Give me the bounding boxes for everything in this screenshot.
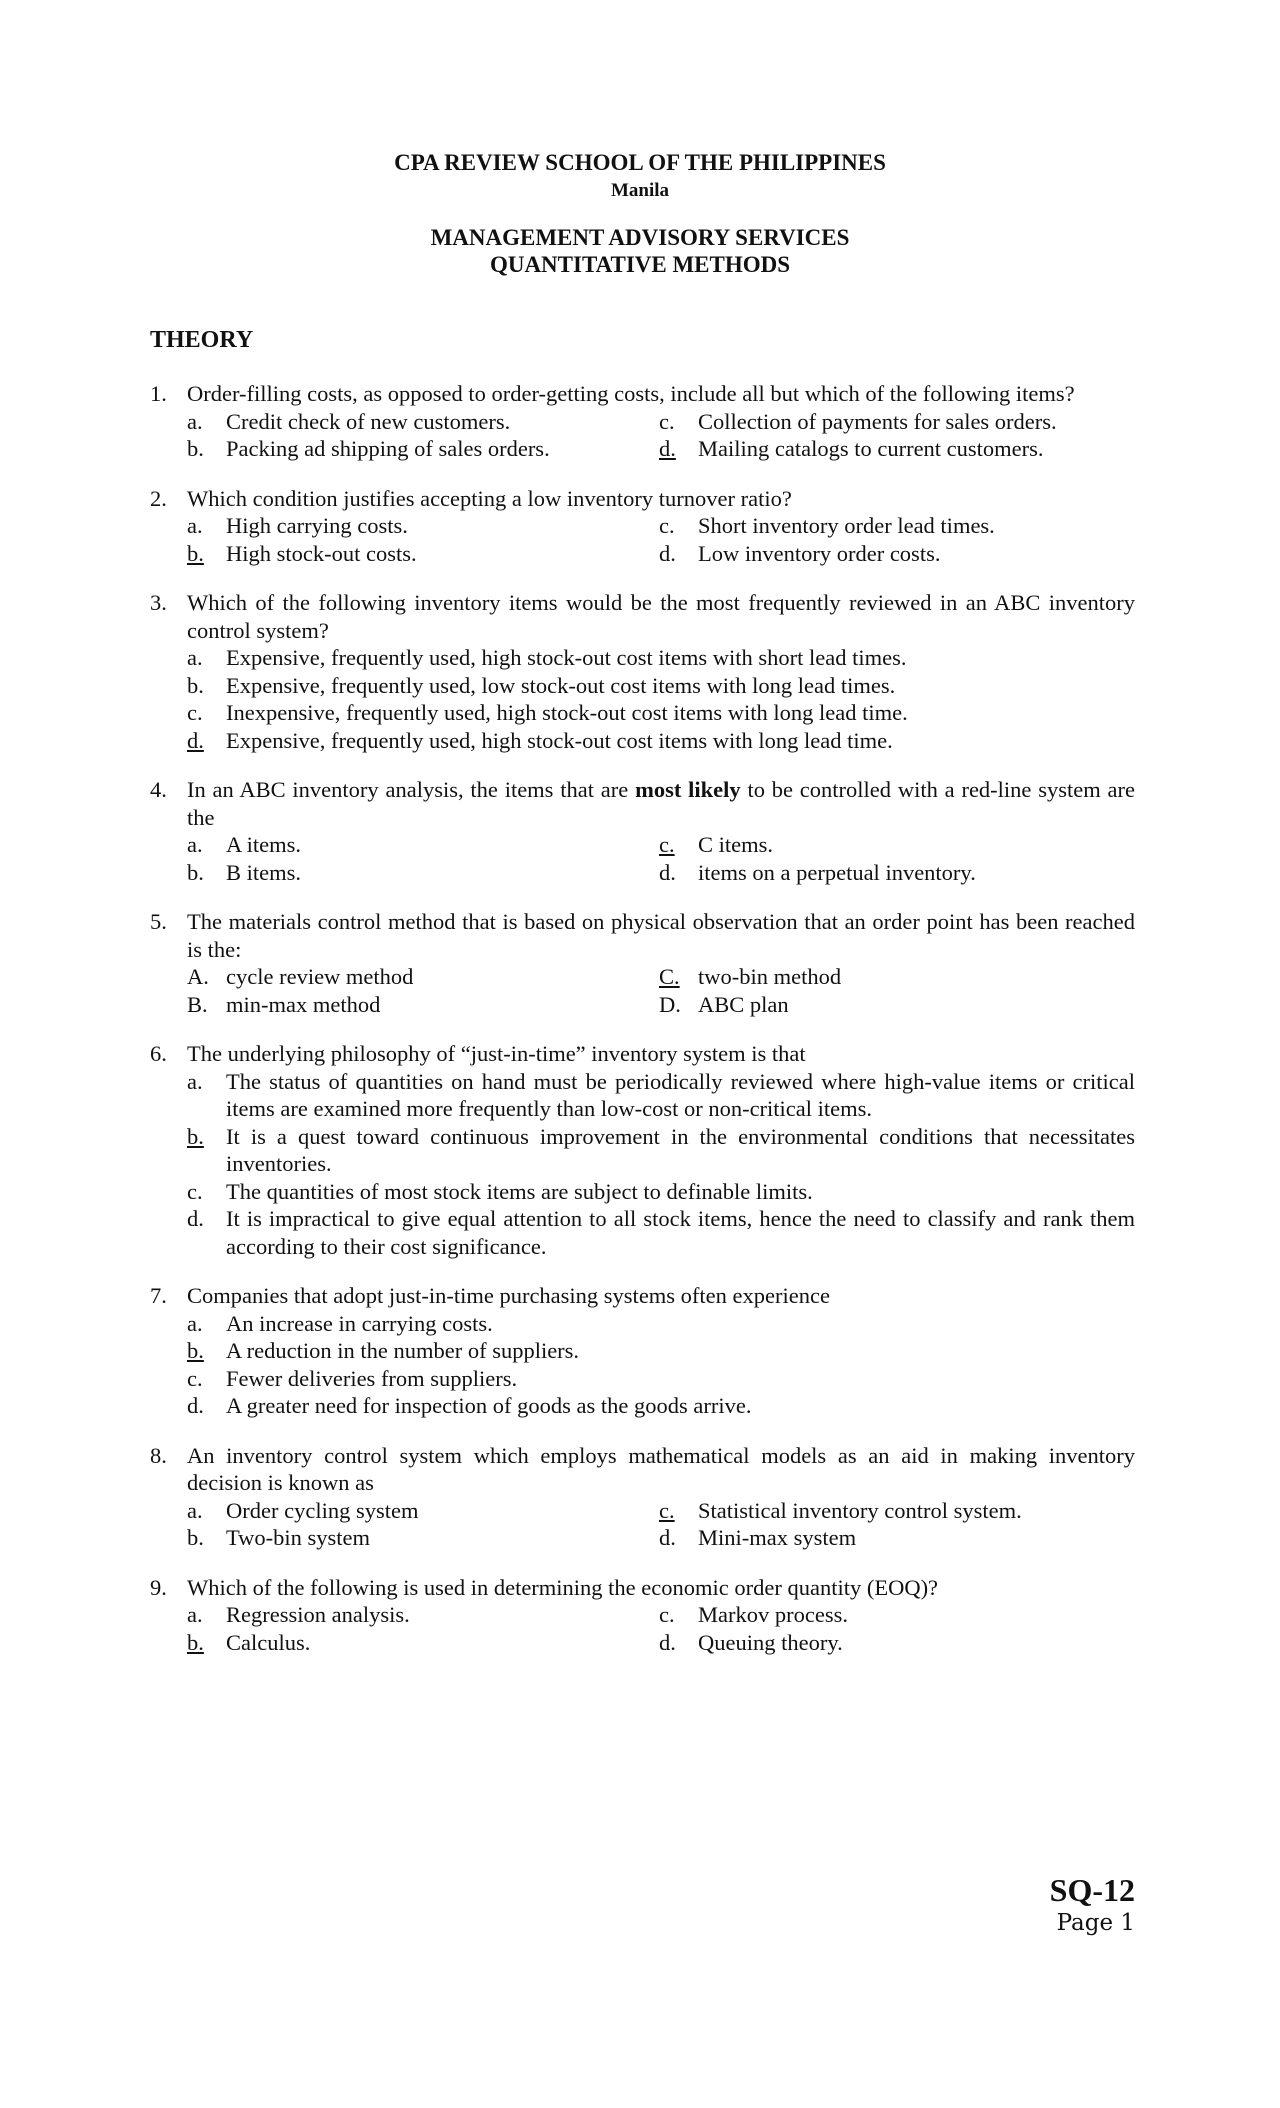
question-number: 9. xyxy=(150,1574,167,1600)
question-text xyxy=(187,776,1135,831)
question-text: Order-filling costs, as opposed to order-getting costs, include all but which of the following items? xyxy=(187,381,1075,406)
option-label: d. xyxy=(659,859,676,885)
answer-option xyxy=(187,1524,659,1552)
option-label: b. xyxy=(187,672,204,698)
answer-option xyxy=(187,859,659,887)
option-label: d. xyxy=(659,540,676,566)
question-stem xyxy=(150,589,1135,644)
option-text: Regression analysis. xyxy=(226,1602,410,1627)
option-text: C items. xyxy=(698,832,774,857)
option-label-correct: C. xyxy=(659,964,680,989)
question-text: Which condition justifies accepting a low inventory turnover ratio? xyxy=(187,485,792,511)
option-text: cycle review method xyxy=(226,964,414,989)
question-text-part: In an ABC inventory analysis, the items that are xyxy=(187,777,636,802)
option-text: The status of quantities on hand must be periodically reviewed where high-value items or critical items are examined more frequently than low-cost or non-critical items. xyxy=(226,1068,1135,1121)
option-label: c. xyxy=(187,1178,203,1204)
option-text: two-bin method xyxy=(698,964,842,989)
option-text: Expensive, frequently used, high stock-out cost items with long lead time. xyxy=(226,727,893,753)
question-stem xyxy=(150,1282,1135,1310)
answer-option xyxy=(187,435,659,463)
answer-option xyxy=(659,859,1135,887)
question-text: Which of the following is used in determining the economic order quantity (EOQ)? xyxy=(187,1574,939,1600)
option-label-correct: d. xyxy=(659,436,676,461)
option-label: b. xyxy=(187,859,204,885)
document-code: SQ-12 xyxy=(1049,1872,1135,1908)
answer-option xyxy=(187,963,659,991)
answer-option xyxy=(187,727,1135,755)
answer-option xyxy=(659,991,1135,1019)
option-label-correct: b. xyxy=(187,1338,204,1363)
answer-option xyxy=(659,435,1135,463)
answer-option xyxy=(659,831,1135,859)
answer-option xyxy=(187,672,1135,700)
answer-option xyxy=(659,408,1135,436)
option-text: A greater need for inspection of goods as the goods arrive. xyxy=(226,1393,752,1418)
option-text: Fewer deliveries from suppliers. xyxy=(226,1365,518,1391)
option-text: A items. xyxy=(226,832,302,857)
option-label-correct: c. xyxy=(659,1497,675,1523)
option-text: Mini-max system xyxy=(698,1525,857,1550)
answer-option xyxy=(187,1629,659,1657)
option-text: Calculus. xyxy=(226,1629,311,1655)
option-list xyxy=(187,512,1135,567)
option-text: It is a quest toward continuous improvement in the environmental conditions that necessitates inventories. xyxy=(226,1123,1135,1176)
question-item xyxy=(150,1282,1135,1420)
answer-option xyxy=(187,1392,1135,1420)
answer-option xyxy=(187,1068,1135,1123)
answer-option xyxy=(187,1205,1135,1260)
question-stem xyxy=(150,485,1135,513)
option-label: b. xyxy=(187,436,204,461)
option-label: d. xyxy=(659,1629,676,1655)
question-text: An inventory control system which employs mathematical models as an aid in making inventory decision is known as xyxy=(187,1442,1135,1495)
option-list xyxy=(187,1601,1135,1656)
option-label: a. xyxy=(187,645,203,670)
option-label: c. xyxy=(187,1365,203,1391)
question-item xyxy=(150,776,1135,886)
option-label: a. xyxy=(187,1068,203,1094)
answer-option xyxy=(659,963,1135,991)
option-text: Short inventory order lead times. xyxy=(698,513,995,538)
answer-option xyxy=(187,408,659,436)
question-item xyxy=(150,589,1135,754)
option-text: Order cycling system xyxy=(226,1497,419,1523)
question-item xyxy=(150,380,1135,463)
answer-option xyxy=(187,1337,1135,1365)
answer-option xyxy=(187,699,1135,727)
option-label: a. xyxy=(187,832,203,857)
question-list xyxy=(150,380,1135,1678)
school-name: CPA REVIEW SCHOOL OF THE PHILIPPINES xyxy=(394,150,886,175)
question-text-part: to be controlled with a red-line system are the xyxy=(187,777,1135,830)
option-label: a. xyxy=(187,1310,203,1336)
option-text: Markov process. xyxy=(698,1602,848,1627)
option-label: c. xyxy=(659,513,675,538)
option-text: Collection of payments for sales orders. xyxy=(698,408,1057,434)
option-text: Expensive, frequently used, high stock-out cost items with short lead times. xyxy=(226,645,907,670)
option-label-correct: b. xyxy=(187,540,204,566)
answer-option xyxy=(187,991,659,1019)
question-text: The materials control method that is based on physical observation that an order point has been reached is the: xyxy=(187,909,1135,962)
option-label: c. xyxy=(187,700,203,725)
option-label: a. xyxy=(187,513,203,538)
answer-option xyxy=(187,831,659,859)
option-list xyxy=(187,408,1135,463)
answer-option xyxy=(187,540,659,568)
option-text: High stock-out costs. xyxy=(226,540,417,566)
question-item xyxy=(150,1442,1135,1552)
option-text: Packing ad shipping of sales orders. xyxy=(226,436,550,461)
question-stem xyxy=(150,380,1135,408)
option-text: Queuing theory. xyxy=(698,1629,843,1655)
answer-option xyxy=(659,540,1135,568)
answer-option xyxy=(187,1178,1135,1206)
page-number: Page 1 xyxy=(1056,1910,1135,1936)
option-list xyxy=(187,1068,1135,1261)
question-text-emphasis: most likely xyxy=(635,777,741,802)
question-item xyxy=(150,485,1135,568)
question-stem xyxy=(150,776,1135,831)
question-number: 8. xyxy=(150,1442,167,1468)
option-text: Inexpensive, frequently used, high stock-out cost items with long lead time. xyxy=(226,700,908,725)
option-list xyxy=(187,831,1135,886)
answer-option xyxy=(187,1365,1135,1393)
answer-option xyxy=(187,644,1135,672)
question-number: 3. xyxy=(150,590,167,615)
option-text: items on a perpetual inventory. xyxy=(698,859,976,885)
answer-option xyxy=(659,1497,1135,1525)
question-number: 1. xyxy=(150,381,167,406)
option-label: a. xyxy=(187,408,203,434)
option-list xyxy=(187,963,1135,1018)
option-label: A. xyxy=(187,964,209,989)
option-text: Statistical inventory control system. xyxy=(698,1497,1022,1523)
question-text: The underlying philosophy of “just-in-time” inventory system is that xyxy=(187,1041,806,1066)
question-text: Companies that adopt just-in-time purchasing systems often experience xyxy=(187,1283,830,1308)
question-number: 4. xyxy=(150,777,167,802)
answer-option xyxy=(187,1310,1135,1338)
option-label: c. xyxy=(659,408,675,434)
option-text: Low inventory order costs. xyxy=(698,540,941,566)
option-text: The quantities of most stock items are subject to definable limits. xyxy=(226,1178,813,1204)
option-text: Mailing catalogs to current customers. xyxy=(698,436,1044,461)
option-label: a. xyxy=(187,1602,203,1627)
section-heading: THEORY xyxy=(150,327,254,353)
question-stem xyxy=(150,1574,1135,1602)
topic-title: QUANTITATIVE METHODS xyxy=(489,252,791,277)
option-label-correct: c. xyxy=(659,832,675,857)
answer-option xyxy=(187,512,659,540)
option-list xyxy=(187,1497,1135,1552)
question-item xyxy=(150,1040,1135,1260)
option-label: d. xyxy=(187,1206,204,1231)
answer-option xyxy=(187,1123,1135,1178)
question-number: 7. xyxy=(150,1283,167,1308)
option-label: a. xyxy=(187,1497,203,1523)
question-stem xyxy=(150,1442,1135,1497)
option-text: It is impractical to give equal attention to all stock items, hence the need to classify and rank them according to their cost significance. xyxy=(226,1206,1135,1259)
option-list xyxy=(187,1310,1135,1420)
question-text: Which of the following inventory items would be the most frequently reviewed in an ABC inventory control system? xyxy=(187,590,1135,643)
option-label-correct: b. xyxy=(187,1629,204,1655)
answer-option xyxy=(659,1629,1135,1657)
option-label: d. xyxy=(659,1525,676,1550)
option-text: min-max method xyxy=(226,991,381,1017)
question-number: 2. xyxy=(150,485,167,511)
option-text: A reduction in the number of suppliers. xyxy=(226,1338,580,1363)
option-text: Expensive, frequently used, low stock-out cost items with long lead times. xyxy=(226,672,896,698)
option-label: b. xyxy=(187,1525,204,1550)
answer-option xyxy=(659,1601,1135,1629)
question-stem xyxy=(150,908,1135,963)
option-label: c. xyxy=(659,1602,675,1627)
option-list xyxy=(187,644,1135,754)
option-label: B. xyxy=(187,991,208,1017)
question-number: 5. xyxy=(150,909,167,934)
answer-option xyxy=(187,1497,659,1525)
option-text: ABC plan xyxy=(698,991,789,1017)
school-city: Manila xyxy=(610,180,670,201)
option-text: Two-bin system xyxy=(226,1525,371,1550)
question-item xyxy=(150,1574,1135,1657)
option-text: Credit check of new customers. xyxy=(226,408,511,434)
option-label-correct: d. xyxy=(187,727,204,753)
question-item xyxy=(150,908,1135,1018)
option-label-correct: b. xyxy=(187,1123,204,1149)
answer-option xyxy=(659,1524,1135,1552)
answer-option xyxy=(659,512,1135,540)
subject-title: MANAGEMENT ADVISORY SERVICES xyxy=(430,225,850,250)
question-stem xyxy=(150,1040,1135,1068)
answer-option xyxy=(187,1601,659,1629)
option-label: d. xyxy=(187,1393,204,1418)
option-label: D. xyxy=(659,991,681,1017)
option-text: High carrying costs. xyxy=(226,513,408,538)
question-number: 6. xyxy=(150,1041,167,1066)
option-text: An increase in carrying costs. xyxy=(226,1310,493,1336)
option-text: B items. xyxy=(226,859,302,885)
